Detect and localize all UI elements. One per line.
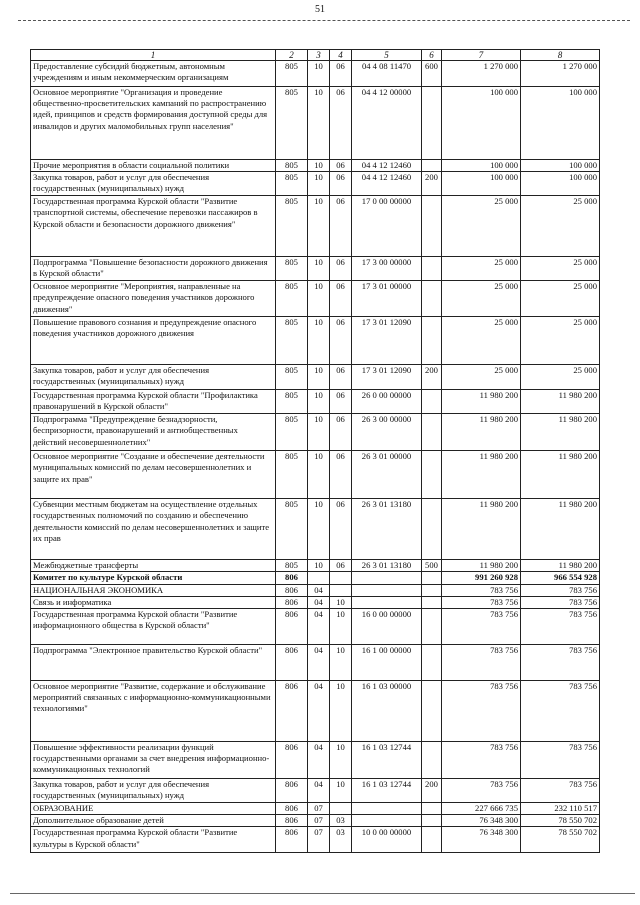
cell-name: Государственная программа Курской области "Развитие информационного общества в Курской области" bbox=[31, 609, 276, 645]
cell-amount-year1: 991 260 928 bbox=[442, 572, 521, 584]
cell-expense-type bbox=[422, 584, 442, 596]
cell-expense-type bbox=[422, 317, 442, 365]
cell-target-article: 16 1 03 12744 bbox=[352, 742, 422, 779]
cell-target-article: 26 3 01 13180 bbox=[352, 499, 422, 560]
cell-amount-year2: 11 980 200 bbox=[521, 414, 600, 451]
cell-target-article bbox=[352, 584, 422, 596]
table-row bbox=[31, 160, 600, 172]
cell-subsection: 03 bbox=[330, 815, 352, 827]
cell-ministry: 806 bbox=[276, 645, 308, 681]
column-header-4: 4 bbox=[330, 50, 352, 61]
cell-name: Подпрограмма "Предупреждение безнадзорности, беспризорности, правонарушений и антиобщественных действий несовершеннолетних" bbox=[31, 414, 276, 451]
cell-section: 04 bbox=[308, 609, 330, 645]
cell-name: Подпрограмма "Повышение безопасности дорожного движения в Курской области" bbox=[31, 257, 276, 281]
cell-section: 10 bbox=[308, 196, 330, 257]
column-header-8: 8 bbox=[521, 50, 600, 61]
cell-name: Связь и информатика bbox=[31, 596, 276, 608]
cell-ministry: 806 bbox=[276, 815, 308, 827]
cell-section: 10 bbox=[308, 61, 330, 87]
cell-expense-type bbox=[422, 681, 442, 742]
cell-section: 10 bbox=[308, 560, 330, 572]
cell-ministry: 805 bbox=[276, 172, 308, 196]
cell-expense-type bbox=[422, 196, 442, 257]
cell-target-article bbox=[352, 572, 422, 584]
cell-name: Межбюджетные трансферты bbox=[31, 560, 276, 572]
cell-amount-year1: 25 000 bbox=[442, 196, 521, 257]
cell-amount-year1: 1 270 000 bbox=[442, 61, 521, 87]
cell-target-article: 17 3 01 12090 bbox=[352, 317, 422, 365]
column-header-7: 7 bbox=[442, 50, 521, 61]
cell-target-article: 17 0 00 00000 bbox=[352, 196, 422, 257]
cell-ministry: 805 bbox=[276, 499, 308, 560]
cell-name: Предоставление субсидий бюджетным, автономным учреждениям и иным некоммерческим организациям bbox=[31, 61, 276, 87]
cell-subsection: 10 bbox=[330, 596, 352, 608]
cell-amount-year1: 100 000 bbox=[442, 172, 521, 196]
cell-subsection: 10 bbox=[330, 779, 352, 803]
cell-amount-year1: 25 000 bbox=[442, 281, 521, 317]
cell-subsection: 06 bbox=[330, 172, 352, 196]
cell-subsection: 06 bbox=[330, 160, 352, 172]
cell-amount-year1: 783 756 bbox=[442, 609, 521, 645]
cell-subsection: 10 bbox=[330, 645, 352, 681]
table-row bbox=[31, 61, 600, 87]
cell-name: Закупка товаров, работ и услуг для обеспечения государственных (муниципальных) нужд bbox=[31, 172, 276, 196]
cell-amount-year1: 11 980 200 bbox=[442, 451, 521, 499]
cell-amount-year1: 76 348 300 bbox=[442, 815, 521, 827]
cell-ministry: 805 bbox=[276, 451, 308, 499]
table-row bbox=[31, 609, 600, 645]
cell-amount-year1: 783 756 bbox=[442, 779, 521, 803]
cell-amount-year1: 11 980 200 bbox=[442, 414, 521, 451]
cell-section: 10 bbox=[308, 499, 330, 560]
cell-ministry: 806 bbox=[276, 803, 308, 815]
cell-target-article: 04 4 12 00000 bbox=[352, 87, 422, 160]
cell-subsection: 06 bbox=[330, 560, 352, 572]
cell-target-article: 17 3 01 00000 bbox=[352, 281, 422, 317]
cell-amount-year1: 11 980 200 bbox=[442, 560, 521, 572]
cell-expense-type bbox=[422, 645, 442, 681]
cell-expense-type bbox=[422, 87, 442, 160]
cell-subsection: 06 bbox=[330, 414, 352, 451]
cell-expense-type bbox=[422, 390, 442, 414]
cell-amount-year1: 783 756 bbox=[442, 584, 521, 596]
cell-target-article bbox=[352, 815, 422, 827]
page-number: 51 bbox=[315, 4, 325, 15]
cell-ministry: 806 bbox=[276, 584, 308, 596]
table-row bbox=[31, 257, 600, 281]
cell-section: 07 bbox=[308, 803, 330, 815]
cell-section: 10 bbox=[308, 281, 330, 317]
cell-ministry: 806 bbox=[276, 596, 308, 608]
cell-name: Повышение эффективности реализации функций государственными органами за счет внедрения информационно-коммуникационных технологий bbox=[31, 742, 276, 779]
cell-ministry: 806 bbox=[276, 827, 308, 853]
cell-amount-year2: 783 756 bbox=[521, 742, 600, 779]
cell-amount-year2: 783 756 bbox=[521, 596, 600, 608]
cell-ministry: 805 bbox=[276, 390, 308, 414]
cell-amount-year1: 783 756 bbox=[442, 596, 521, 608]
cell-section: 10 bbox=[308, 365, 330, 390]
cell-section: 04 bbox=[308, 596, 330, 608]
cell-section bbox=[308, 572, 330, 584]
cell-amount-year2: 78 550 702 bbox=[521, 815, 600, 827]
cell-name: Повышение правового сознания и предупреждение опасного поведения участников дорожного движения bbox=[31, 317, 276, 365]
cell-subsection: 10 bbox=[330, 681, 352, 742]
cell-ministry: 806 bbox=[276, 742, 308, 779]
cell-amount-year2: 783 756 bbox=[521, 681, 600, 742]
cell-expense-type: 200 bbox=[422, 172, 442, 196]
cell-expense-type: 200 bbox=[422, 365, 442, 390]
cell-section: 04 bbox=[308, 742, 330, 779]
cell-name: Комитет по культуре Курской области bbox=[31, 572, 276, 584]
cell-target-article: 04 4 12 12460 bbox=[352, 172, 422, 196]
table-body bbox=[31, 61, 600, 853]
cell-subsection: 06 bbox=[330, 196, 352, 257]
table-row bbox=[31, 172, 600, 196]
cell-target-article: 17 3 01 12090 bbox=[352, 365, 422, 390]
cell-name: Субвенции местным бюджетам на осуществление отдельных государственных полномочий по созданию и обеспечению деятельности комиссий по делам несовершеннолетних и защите их прав bbox=[31, 499, 276, 560]
cell-target-article: 16 0 00 00000 bbox=[352, 609, 422, 645]
cell-name: Основное мероприятие "Организация и проведение общественно-просветительских кампаний по распространению идей, принципов и средств формирования доступной среды для инвалидов и других маломобильных групп населения" bbox=[31, 87, 276, 160]
table-row bbox=[31, 451, 600, 499]
cell-target-article: 26 3 01 13180 bbox=[352, 560, 422, 572]
cell-amount-year2: 25 000 bbox=[521, 281, 600, 317]
cell-section: 10 bbox=[308, 317, 330, 365]
table-row bbox=[31, 681, 600, 742]
cell-amount-year2: 783 756 bbox=[521, 779, 600, 803]
cell-section: 04 bbox=[308, 584, 330, 596]
cell-section: 04 bbox=[308, 779, 330, 803]
cell-expense-type bbox=[422, 572, 442, 584]
table-row bbox=[31, 779, 600, 803]
cell-target-article: 26 3 00 00000 bbox=[352, 414, 422, 451]
cell-amount-year1: 11 980 200 bbox=[442, 390, 521, 414]
table-row bbox=[31, 365, 600, 390]
table-row bbox=[31, 572, 600, 584]
cell-name: Подпрограмма "Электронное правительство Курской области" bbox=[31, 645, 276, 681]
cell-subsection: 10 bbox=[330, 609, 352, 645]
cell-name: Закупка товаров, работ и услуг для обеспечения государственных (муниципальных) нужд bbox=[31, 779, 276, 803]
cell-section: 04 bbox=[308, 681, 330, 742]
cell-amount-year2: 1 270 000 bbox=[521, 61, 600, 87]
cell-expense-type bbox=[422, 827, 442, 853]
column-header-2: 2 bbox=[276, 50, 308, 61]
cell-amount-year1: 783 756 bbox=[442, 681, 521, 742]
cell-subsection: 06 bbox=[330, 281, 352, 317]
cell-amount-year1: 76 348 300 bbox=[442, 827, 521, 853]
cell-expense-type bbox=[422, 596, 442, 608]
cell-ministry: 805 bbox=[276, 365, 308, 390]
cell-amount-year2: 25 000 bbox=[521, 257, 600, 281]
table-row bbox=[31, 596, 600, 608]
footer-rule bbox=[10, 893, 635, 894]
table-row bbox=[31, 584, 600, 596]
cell-amount-year1: 783 756 bbox=[442, 645, 521, 681]
cell-amount-year2: 783 756 bbox=[521, 584, 600, 596]
cell-subsection bbox=[330, 572, 352, 584]
cell-target-article: 04 4 12 12460 bbox=[352, 160, 422, 172]
cell-subsection: 10 bbox=[330, 742, 352, 779]
column-header-3: 3 bbox=[308, 50, 330, 61]
cell-section: 10 bbox=[308, 451, 330, 499]
cell-amount-year2: 783 756 bbox=[521, 645, 600, 681]
cell-ministry: 805 bbox=[276, 196, 308, 257]
cell-subsection: 06 bbox=[330, 499, 352, 560]
header-row bbox=[31, 50, 600, 61]
cell-amount-year2: 25 000 bbox=[521, 317, 600, 365]
cell-section: 07 bbox=[308, 815, 330, 827]
cell-amount-year1: 25 000 bbox=[442, 365, 521, 390]
cell-amount-year2: 11 980 200 bbox=[521, 560, 600, 572]
cell-section: 10 bbox=[308, 160, 330, 172]
table-row bbox=[31, 281, 600, 317]
cell-expense-type bbox=[422, 160, 442, 172]
cell-section: 10 bbox=[308, 390, 330, 414]
cell-expense-type bbox=[422, 742, 442, 779]
cell-target-article: 10 0 00 00000 bbox=[352, 827, 422, 853]
table-row bbox=[31, 742, 600, 779]
cell-ministry: 806 bbox=[276, 609, 308, 645]
table-row bbox=[31, 414, 600, 451]
cell-amount-year2: 25 000 bbox=[521, 365, 600, 390]
cell-subsection: 06 bbox=[330, 61, 352, 87]
cell-subsection: 06 bbox=[330, 317, 352, 365]
cell-ministry: 806 bbox=[276, 779, 308, 803]
table-row bbox=[31, 815, 600, 827]
cell-expense-type bbox=[422, 281, 442, 317]
cell-amount-year2: 25 000 bbox=[521, 196, 600, 257]
table-row bbox=[31, 390, 600, 414]
cell-name: Основное мероприятие "Создание и обеспечение деятельности муниципальных комиссий по делам несовершеннолетних и защите их прав" bbox=[31, 451, 276, 499]
cell-subsection: 06 bbox=[330, 451, 352, 499]
cell-target-article: 26 0 00 00000 bbox=[352, 390, 422, 414]
cell-amount-year1: 227 666 735 bbox=[442, 803, 521, 815]
cell-target-article bbox=[352, 803, 422, 815]
table-row bbox=[31, 499, 600, 560]
cell-subsection: 06 bbox=[330, 365, 352, 390]
cell-amount-year2: 78 550 702 bbox=[521, 827, 600, 853]
cell-amount-year1: 11 980 200 bbox=[442, 499, 521, 560]
cell-amount-year2: 11 980 200 bbox=[521, 451, 600, 499]
cell-amount-year1: 100 000 bbox=[442, 160, 521, 172]
table-row bbox=[31, 560, 600, 572]
cell-ministry: 805 bbox=[276, 160, 308, 172]
column-header-5: 5 bbox=[352, 50, 422, 61]
cell-expense-type bbox=[422, 815, 442, 827]
cell-name: Государственная программа Курской области "Профилактика правонарушений в Курской области" bbox=[31, 390, 276, 414]
cell-amount-year2: 11 980 200 bbox=[521, 390, 600, 414]
cell-name: Дополнительное образование детей bbox=[31, 815, 276, 827]
cell-subsection bbox=[330, 584, 352, 596]
table-row bbox=[31, 87, 600, 160]
cell-ministry: 805 bbox=[276, 281, 308, 317]
cell-name: Прочие мероприятия в области социальной политики bbox=[31, 160, 276, 172]
table-row bbox=[31, 317, 600, 365]
cell-section: 04 bbox=[308, 645, 330, 681]
cell-name: Государственная программа Курской области "Развитие культуры в Курской области" bbox=[31, 827, 276, 853]
cell-subsection: 06 bbox=[330, 87, 352, 160]
cell-subsection: 06 bbox=[330, 257, 352, 281]
cell-name: НАЦИОНАЛЬНАЯ ЭКОНОМИКА bbox=[31, 584, 276, 596]
cell-expense-type bbox=[422, 257, 442, 281]
cell-ministry: 805 bbox=[276, 61, 308, 87]
budget-table bbox=[30, 49, 600, 853]
cell-subsection: 03 bbox=[330, 827, 352, 853]
cell-amount-year2: 100 000 bbox=[521, 87, 600, 160]
cell-ministry: 805 bbox=[276, 317, 308, 365]
cell-target-article bbox=[352, 596, 422, 608]
cell-amount-year1: 25 000 bbox=[442, 317, 521, 365]
cell-section: 07 bbox=[308, 827, 330, 853]
cell-section: 10 bbox=[308, 87, 330, 160]
cell-amount-year1: 100 000 bbox=[442, 87, 521, 160]
cell-ministry: 805 bbox=[276, 560, 308, 572]
header-rule bbox=[18, 20, 630, 21]
cell-ministry: 805 bbox=[276, 257, 308, 281]
cell-amount-year1: 783 756 bbox=[442, 742, 521, 779]
table-row bbox=[31, 645, 600, 681]
cell-subsection bbox=[330, 803, 352, 815]
table-row bbox=[31, 827, 600, 853]
cell-target-article: 16 1 03 12744 bbox=[352, 779, 422, 803]
cell-name: Основное мероприятие "Мероприятия, направленные на предупреждение опасного поведения участников дорожного движения" bbox=[31, 281, 276, 317]
cell-name: ОБРАЗОВАНИЕ bbox=[31, 803, 276, 815]
cell-expense-type bbox=[422, 803, 442, 815]
cell-name: Государственная программа Курской области "Развитие транспортной системы, обеспечение перевозки пассажиров в Курской области и безопасности дорожного движения" bbox=[31, 196, 276, 257]
column-header-1: 1 bbox=[31, 50, 276, 61]
cell-target-article: 17 3 00 00000 bbox=[352, 257, 422, 281]
cell-section: 10 bbox=[308, 257, 330, 281]
table-row bbox=[31, 803, 600, 815]
cell-ministry: 805 bbox=[276, 87, 308, 160]
cell-amount-year1: 25 000 bbox=[442, 257, 521, 281]
cell-name: Основное мероприятие "Развитие, содержание и обслуживание мероприятий связанных с информационно-коммуникационными технологиями" bbox=[31, 681, 276, 742]
cell-ministry: 806 bbox=[276, 572, 308, 584]
cell-ministry: 805 bbox=[276, 414, 308, 451]
cell-ministry: 806 bbox=[276, 681, 308, 742]
cell-expense-type bbox=[422, 499, 442, 560]
cell-target-article: 04 4 08 11470 bbox=[352, 61, 422, 87]
cell-expense-type: 200 bbox=[422, 779, 442, 803]
cell-expense-type: 600 bbox=[422, 61, 442, 87]
cell-amount-year2: 11 980 200 bbox=[521, 499, 600, 560]
cell-expense-type bbox=[422, 451, 442, 499]
cell-amount-year2: 100 000 bbox=[521, 160, 600, 172]
cell-expense-type: 500 bbox=[422, 560, 442, 572]
cell-amount-year2: 783 756 bbox=[521, 609, 600, 645]
cell-target-article: 26 3 01 00000 bbox=[352, 451, 422, 499]
column-header-6: 6 bbox=[422, 50, 442, 61]
cell-name: Закупка товаров, работ и услуг для обеспечения государственных (муниципальных) нужд bbox=[31, 365, 276, 390]
cell-section: 10 bbox=[308, 172, 330, 196]
cell-expense-type bbox=[422, 609, 442, 645]
table-row bbox=[31, 196, 600, 257]
cell-target-article: 16 1 03 00000 bbox=[352, 681, 422, 742]
cell-expense-type bbox=[422, 414, 442, 451]
cell-amount-year2: 100 000 bbox=[521, 172, 600, 196]
cell-amount-year2: 966 554 928 bbox=[521, 572, 600, 584]
cell-amount-year2: 232 110 517 bbox=[521, 803, 600, 815]
cell-target-article: 16 1 00 00000 bbox=[352, 645, 422, 681]
cell-subsection: 06 bbox=[330, 390, 352, 414]
cell-section: 10 bbox=[308, 414, 330, 451]
